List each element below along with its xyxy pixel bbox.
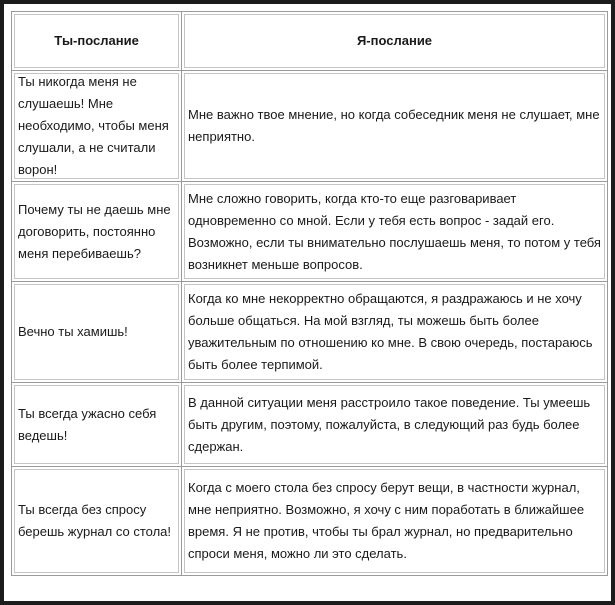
messages-table — [11, 11, 608, 576]
you-message-cell: Ты никогда меня не слушаешь! Мне необходимо, чтобы меня слушали, а не считали ворон! — [12, 71, 182, 182]
you-message-cell: Ты всегда без спросу берешь журнал со стола! — [12, 467, 182, 576]
i-message-cell: Мне важно твое мнение, но когда собеседник меня не слушает, мне неприятно. — [182, 71, 608, 182]
i-message-cell: Когда с моего стола без спросу берут вещи, в частности журнал, мне неприятно. Возможно, я хочу с ним поработать в ближайшее время. Я не против, чтобы ты брал журнал, но предварительно спроси меня, можно ли это сделать. — [182, 467, 608, 576]
table-row — [12, 182, 608, 282]
you-message-cell: Почему ты не даешь мне договорить, постоянно меня перебиваешь? — [12, 182, 182, 282]
table-row — [12, 383, 608, 467]
i-message-cell: Мне сложно говорить, когда кто-то еще разговаривает одновременно со мной. Если у тебя есть вопрос - задай его. Возможно, если ты внимательно послушаешь меня, то потом у тебя возникнет меньше вопросов. — [182, 182, 608, 282]
header-you-message: Ты-послание — [12, 12, 182, 71]
table-row — [12, 282, 608, 383]
table-row — [12, 467, 608, 576]
i-message-cell: В данной ситуации меня расстроило такое поведение. Ты умеешь быть другим, поэтому, пожалуйста, в следующий раз будь более сдержан. — [182, 383, 608, 467]
table-row — [12, 71, 608, 182]
header-i-message: Я-послание — [182, 12, 608, 71]
i-message-cell: Когда ко мне некорректно обращаются, я раздражаюсь и не хочу больше общаться. На мой взгляд, ты можешь быть более уважительным по отношению ко мне. В свою очередь, постараюсь быть более терпимой. — [182, 282, 608, 383]
you-message-cell: Вечно ты хамишь! — [12, 282, 182, 383]
header-row — [12, 12, 608, 71]
you-message-cell: Ты всегда ужасно себя ведешь! — [12, 383, 182, 467]
